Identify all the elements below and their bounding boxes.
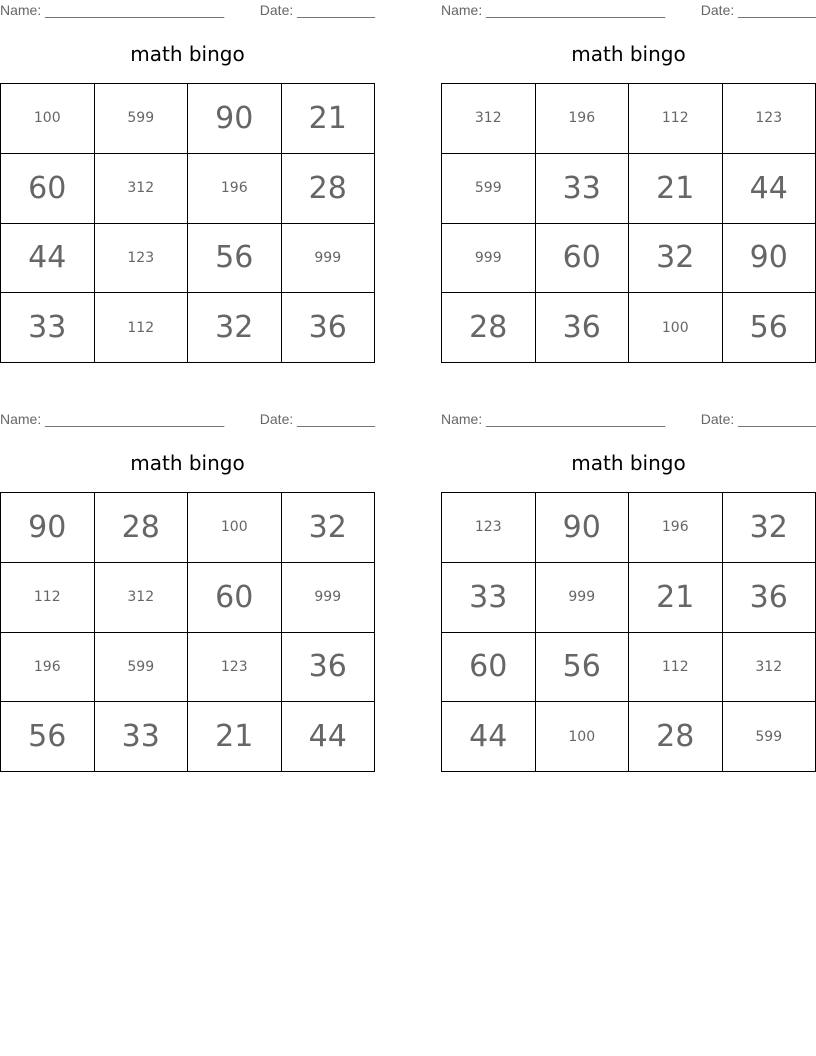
bingo-cell: 56 <box>188 224 282 294</box>
card-title: math bingo <box>571 451 686 475</box>
card-header <box>441 409 816 431</box>
bingo-cell: 60 <box>188 563 282 633</box>
bingo-cell: 112 <box>629 633 723 703</box>
bingo-cell: 196 <box>629 493 723 563</box>
bingo-grid <box>441 492 816 772</box>
bingo-cell: 599 <box>723 702 816 772</box>
bingo-cell: 196 <box>188 154 282 224</box>
name-field-label: Name: _______________________ <box>441 2 666 18</box>
date-field-label: Date: __________ <box>700 2 816 18</box>
date-field-label: Date: __________ <box>259 411 375 427</box>
bingo-cell: 44 <box>723 154 816 224</box>
bingo-cell: 36 <box>536 293 630 363</box>
bingo-cell: 56 <box>1 702 95 772</box>
bingo-grid <box>441 83 816 363</box>
bingo-card-4 <box>441 409 816 755</box>
bingo-cell: 196 <box>1 633 95 703</box>
bingo-cell: 90 <box>1 493 95 563</box>
date-field-label: Date: __________ <box>259 2 375 18</box>
bingo-cell: 32 <box>188 293 282 363</box>
bingo-cell: 90 <box>536 493 630 563</box>
bingo-cell: 28 <box>95 493 189 563</box>
bingo-cell: 33 <box>442 563 536 633</box>
bingo-card-3 <box>0 409 375 755</box>
bingo-cell: 33 <box>536 154 630 224</box>
bingo-cell: 312 <box>95 563 189 633</box>
bingo-cell: 36 <box>282 293 376 363</box>
bingo-cell: 56 <box>536 633 630 703</box>
bingo-cell: 999 <box>442 224 536 294</box>
bingo-cell: 100 <box>188 493 282 563</box>
bingo-cell: 100 <box>1 84 95 154</box>
card-header <box>0 409 375 431</box>
bingo-cell: 100 <box>536 702 630 772</box>
bingo-cell: 32 <box>282 493 376 563</box>
bingo-cell: 36 <box>282 633 376 703</box>
bingo-cell: 32 <box>723 493 816 563</box>
bingo-cell: 599 <box>95 84 189 154</box>
bingo-cell: 56 <box>723 293 816 363</box>
card-header <box>441 0 816 22</box>
bingo-cell: 599 <box>442 154 536 224</box>
name-field-label: Name: _______________________ <box>441 411 666 427</box>
bingo-cell: 312 <box>723 633 816 703</box>
bingo-cell: 33 <box>1 293 95 363</box>
bingo-cell: 123 <box>188 633 282 703</box>
bingo-grid <box>0 83 375 363</box>
bingo-cell: 21 <box>629 563 723 633</box>
bingo-cell: 999 <box>536 563 630 633</box>
bingo-cell: 60 <box>1 154 95 224</box>
bingo-cell: 33 <box>95 702 189 772</box>
bingo-cell: 112 <box>1 563 95 633</box>
bingo-card-2 <box>441 0 816 346</box>
bingo-cell: 999 <box>282 563 376 633</box>
bingo-cell: 60 <box>442 633 536 703</box>
card-title: math bingo <box>130 42 245 66</box>
bingo-cell: 60 <box>536 224 630 294</box>
bingo-cell: 21 <box>282 84 376 154</box>
name-field-label: Name: _______________________ <box>0 2 225 18</box>
bingo-cell: 123 <box>95 224 189 294</box>
bingo-cell: 28 <box>282 154 376 224</box>
bingo-cell: 312 <box>442 84 536 154</box>
bingo-cell: 112 <box>95 293 189 363</box>
bingo-cell: 100 <box>629 293 723 363</box>
bingo-cell: 90 <box>723 224 816 294</box>
date-field-label: Date: __________ <box>700 411 816 427</box>
bingo-cell: 599 <box>95 633 189 703</box>
bingo-cell: 21 <box>188 702 282 772</box>
bingo-cell: 28 <box>629 702 723 772</box>
bingo-cell: 44 <box>282 702 376 772</box>
name-field-label: Name: _______________________ <box>0 411 225 427</box>
bingo-cell: 999 <box>282 224 376 294</box>
bingo-cell: 312 <box>95 154 189 224</box>
bingo-grid <box>0 492 375 772</box>
bingo-cell: 123 <box>442 493 536 563</box>
bingo-cell: 32 <box>629 224 723 294</box>
card-title: math bingo <box>571 42 686 66</box>
bingo-cell: 112 <box>629 84 723 154</box>
bingo-cell: 90 <box>188 84 282 154</box>
bingo-card-1 <box>0 0 375 346</box>
bingo-cell: 196 <box>536 84 630 154</box>
bingo-cell: 36 <box>723 563 816 633</box>
bingo-cell: 44 <box>1 224 95 294</box>
card-title: math bingo <box>130 451 245 475</box>
bingo-cell: 123 <box>723 84 816 154</box>
bingo-cell: 44 <box>442 702 536 772</box>
bingo-cell: 21 <box>629 154 723 224</box>
bingo-cell: 28 <box>442 293 536 363</box>
card-header <box>0 0 375 22</box>
